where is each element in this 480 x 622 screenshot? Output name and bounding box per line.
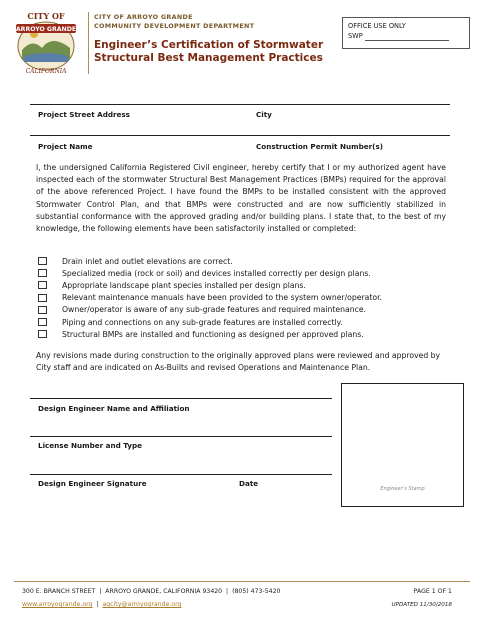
footer-city: ARROYO GRANDE, CALIFORNIA 93420 (105, 588, 223, 595)
checklist-item-text: Drain inlet and outlet elevations are correct. (62, 256, 233, 266)
checklist-item (38, 279, 458, 291)
checklist-item (38, 304, 458, 316)
checklist-item-text: Structural BMPs are installed and functioning as designed per approved plans. (62, 329, 364, 339)
city-name: CITY OF ARROYO GRANDE (94, 13, 193, 21)
checklist-item (38, 267, 458, 279)
office-use-label: OFFICE USE ONLY (348, 22, 406, 30)
form-title-line2: Structural Best Management Practices (94, 52, 323, 64)
checklist-item-text: Specialized media (rock or soil) and devices installed correctly per design plans. (62, 268, 371, 278)
checklist-item (38, 328, 458, 340)
footer-rule (14, 581, 470, 582)
checklist-item (38, 292, 458, 304)
signature-line[interactable] (30, 474, 332, 475)
license-line[interactable] (30, 436, 332, 437)
swp-field[interactable] (365, 33, 449, 41)
email-link[interactable]: agcity@arroyogrande.org (102, 601, 182, 608)
checkbox[interactable] (38, 269, 47, 277)
checklist-item (38, 255, 458, 267)
footer-address-row: 300 E. BRANCH STREET | ARROYO GRANDE, CALIFORNIA 93420 | (805) 473-5420 (22, 588, 281, 595)
checkbox[interactable] (38, 281, 47, 289)
date-label: Date (239, 479, 259, 488)
engineer-name-label: Design Engineer Name and Affiliation (38, 404, 190, 413)
street-address-label: Project Street Address (38, 110, 130, 119)
page-number: PAGE 1 OF 1 (413, 588, 452, 595)
stamp-label: Engineer’s Stamp (380, 486, 425, 492)
logo-text-top: CITY OF (27, 11, 65, 21)
checkbox[interactable] (38, 306, 47, 314)
footer-phone: (805) 473-5420 (232, 588, 281, 595)
engineer-name-line[interactable] (30, 398, 332, 399)
checklist-item (38, 316, 458, 328)
checklist-item-text: Relevant maintenance manuals have been provided to the system owner/operator. (62, 293, 382, 303)
footer-links-row: www.arroyogrande.org | agcity@arroyogrande.org (22, 601, 182, 608)
checklist-item-text: Owner/operator is aware of any sub-grade features and required maintenance. (62, 305, 366, 315)
swp-label: SWP (348, 32, 363, 40)
logo-text-banner: ARROYO GRANDE (15, 26, 77, 33)
checkbox[interactable] (38, 294, 47, 302)
checkbox[interactable] (38, 318, 47, 326)
certification-statement: I, the undersigned California Registered Civil engineer, hereby certify that I or my authorized agent have inspected each of the stormwater Structural Best Management Practices (BMPs) required for the approval of the above referenced Project. I have found the BMPs to be installed consistent with the approved Stormwater Control Plan, and that BMPs were constructed and are now sufficiently stabilized in substantial conformance with the approved grading and/or building plans. I state that, to the best of my knowledge, the following elements have been satisfactorily installed or completed: (36, 163, 446, 234)
engineer-stamp-box[interactable] (341, 383, 464, 507)
project-name-label: Project Name (38, 142, 93, 151)
updated-date: UPDATED 11/30/2018 (391, 602, 452, 608)
logo-text-bottom: CALIFORNIA (25, 68, 67, 75)
city-seal-logo (12, 10, 80, 76)
checklist-item-text: Piping and connections on any sub-grade features are installed correctly. (62, 317, 343, 327)
middle-rule (30, 135, 450, 136)
checkbox[interactable] (38, 257, 47, 265)
city-label: City (256, 110, 272, 119)
revisions-note: Any revisions made during construction to the originally approved plans were reviewed and approved by City staff and are indicated on As-Builts and revised Operations and Maintenance Plan. (36, 351, 441, 373)
permit-numbers-label: Construction Permit Number(s) (256, 142, 384, 151)
form-title-line1: Engineer’s Certification of Stormwater (94, 39, 324, 51)
engineer-signature-label: Design Engineer Signature (38, 479, 147, 488)
top-rule (30, 104, 450, 105)
department-name: COMMUNITY DEVELOPMENT DEPARTMENT (94, 22, 255, 30)
office-use-box (342, 17, 470, 49)
footer-address: 300 E. BRANCH STREET (22, 588, 96, 595)
license-label: License Number and Type (38, 441, 143, 450)
bmp-checklist (38, 255, 458, 340)
website-link[interactable]: www.arroyogrande.org (22, 601, 93, 608)
checkbox[interactable] (38, 330, 47, 338)
checklist-item-text: Appropriate landscape plant species installed per design plans. (62, 280, 306, 290)
header-divider (88, 12, 89, 74)
